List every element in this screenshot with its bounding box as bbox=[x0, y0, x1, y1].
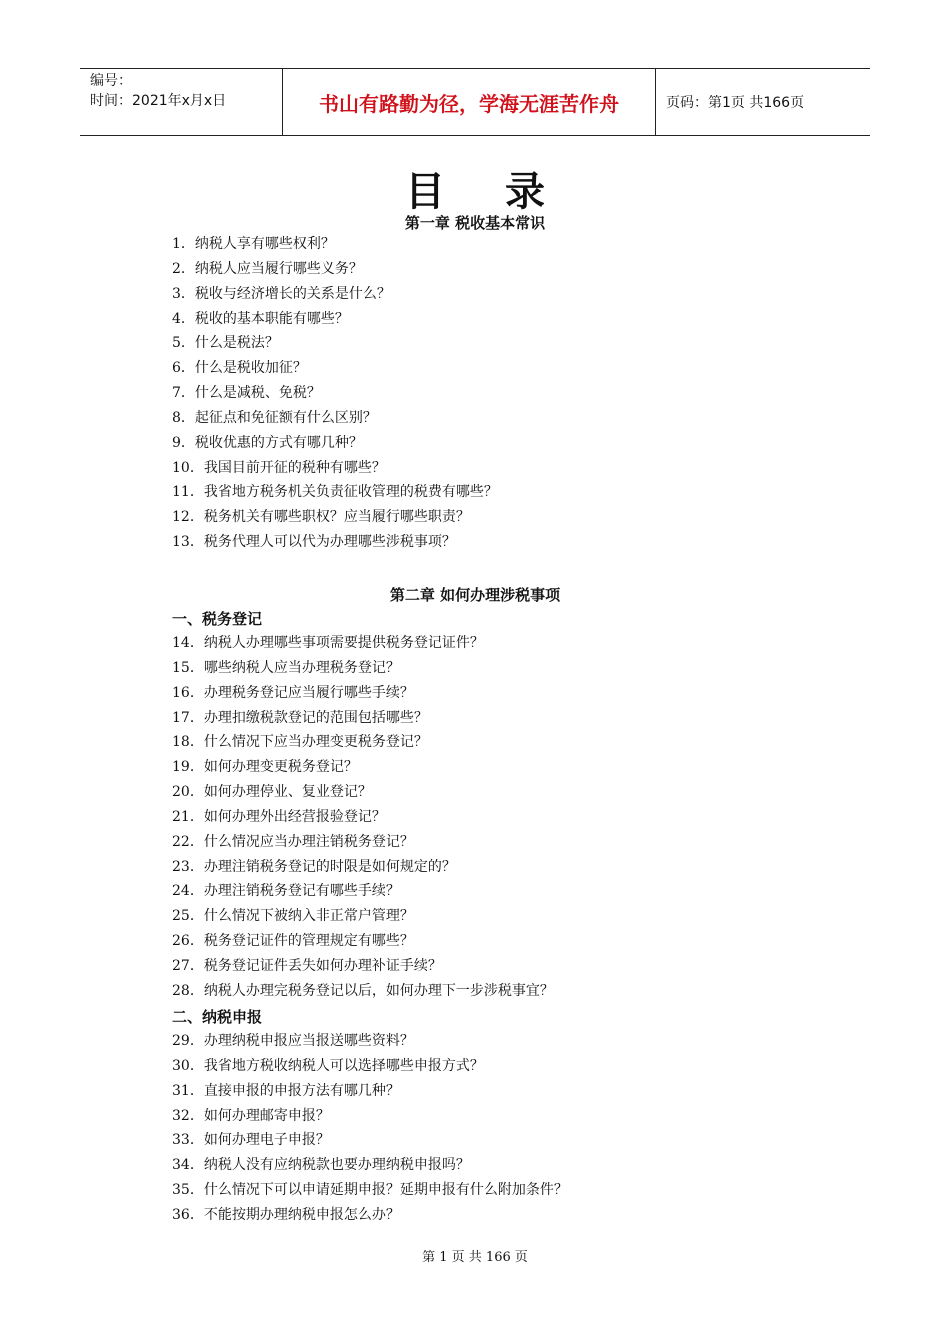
toc-item: 19．如何办理变更税务登记？ bbox=[172, 759, 358, 776]
chapter-1-title: 第一章 税收基本常识 bbox=[404, 214, 546, 232]
toc-item: 34．纳税人没有应纳税款也要办理纳税申报吗？ bbox=[172, 1157, 470, 1174]
toc-item: 8．起征点和免征额有什么区别？ bbox=[172, 409, 377, 426]
toc-item: 3．税收与经济增长的关系是什么？ bbox=[172, 285, 391, 302]
toc-item: 18．什么情况下应当办理变更税务登记？ bbox=[172, 734, 428, 751]
number-label: 编号： bbox=[90, 73, 132, 89]
toc-item: 23．办理注销税务登记的时限是如何规定的？ bbox=[172, 858, 456, 875]
toc-item: 1．纳税人享有哪些权利？ bbox=[172, 236, 335, 252]
toc-item: 9．税收优惠的方式有哪几种？ bbox=[172, 434, 363, 451]
toc-item: 5．什么是税法？ bbox=[172, 335, 279, 352]
toc-item: 20．如何办理停业、复业登记？ bbox=[172, 784, 372, 801]
chapter-1-list bbox=[172, 232, 498, 555]
toc-item: 36．不能按期办理纳税申报怎么办？ bbox=[172, 1206, 400, 1223]
toc-item: 27．税务登记证件丢失如何办理补证手续？ bbox=[172, 957, 442, 974]
toc-item: 22．什么情况应当办理注销税务登记？ bbox=[172, 833, 414, 850]
toc-item: 21．如何办理外出经营报验登记？ bbox=[172, 808, 386, 825]
toc-item: 31．直接申报的申报方法有哪几种？ bbox=[172, 1082, 400, 1099]
toc-item: 28．纳税人办理完税务登记以后，如何办理下一步涉税事宜？ bbox=[172, 982, 554, 999]
toc-item: 17．办理扣缴税款登记的范围包括哪些？ bbox=[172, 709, 428, 726]
toc-item: 12．税务机关有哪些职权？应当履行哪些职责？ bbox=[172, 509, 470, 526]
toc-item: 10．我国目前开征的税种有哪些？ bbox=[172, 459, 386, 476]
page-header bbox=[80, 68, 870, 136]
section-2-list bbox=[172, 1029, 568, 1228]
toc-item: 26．税务登记证件的管理规定有哪些？ bbox=[172, 933, 414, 950]
toc-item: 30．我省地方税收纳税人可以选择哪些申报方式？ bbox=[172, 1057, 484, 1074]
toc-item: 33．如何办理电子申报？ bbox=[172, 1132, 330, 1149]
toc-item: 25．什么情况下被纳入非正常户管理？ bbox=[172, 908, 414, 925]
toc-item: 7．什么是减税、免税？ bbox=[172, 385, 321, 402]
toc-item: 16．办理税务登记应当履行哪些手续？ bbox=[172, 684, 414, 701]
toc-item: 15．哪些纳税人应当办理税务登记？ bbox=[172, 659, 400, 676]
section-tax-registration: 一、税务登记 bbox=[172, 610, 263, 628]
header-page-info: 页码：第1页 共166页 bbox=[666, 95, 805, 111]
section-1-list bbox=[172, 631, 554, 1004]
toc-item: 24．办理注销税务登记有哪些手续？ bbox=[172, 883, 400, 900]
section-tax-declaration: 二、纳税申报 bbox=[172, 1008, 263, 1026]
page-footer: 第 1 页 共 166 页 bbox=[422, 1250, 528, 1265]
page-title: 目录 bbox=[405, 169, 605, 215]
header-motto: 书山有路勤为径，学海无涯苦作舟 bbox=[282, 69, 656, 135]
toc-item: 11．我省地方税务机关负责征收管理的税费有哪些？ bbox=[172, 484, 498, 501]
toc-item: 29．办理纳税申报应当报送哪些资料？ bbox=[172, 1033, 414, 1049]
toc-item: 14．纳税人办理哪些事项需要提供税务登记证件？ bbox=[172, 635, 484, 651]
toc-item: 6．什么是税收加征？ bbox=[172, 360, 307, 377]
time-label: 时间：2021年x月x日 bbox=[90, 93, 227, 109]
toc-item: 32．如何办理邮寄申报？ bbox=[172, 1107, 330, 1124]
toc-item: 13．税务代理人可以代为办理哪些涉税事项？ bbox=[172, 534, 456, 551]
toc-item: 4．税收的基本职能有哪些？ bbox=[172, 310, 349, 327]
chapter-2-title: 第二章 如何办理涉税事项 bbox=[389, 586, 561, 604]
toc-item: 35．什么情况下可以申请延期申报？延期申报有什么附加条件？ bbox=[172, 1182, 568, 1199]
header-meta bbox=[80, 69, 282, 135]
toc-item: 2．纳税人应当履行哪些义务？ bbox=[172, 260, 363, 277]
